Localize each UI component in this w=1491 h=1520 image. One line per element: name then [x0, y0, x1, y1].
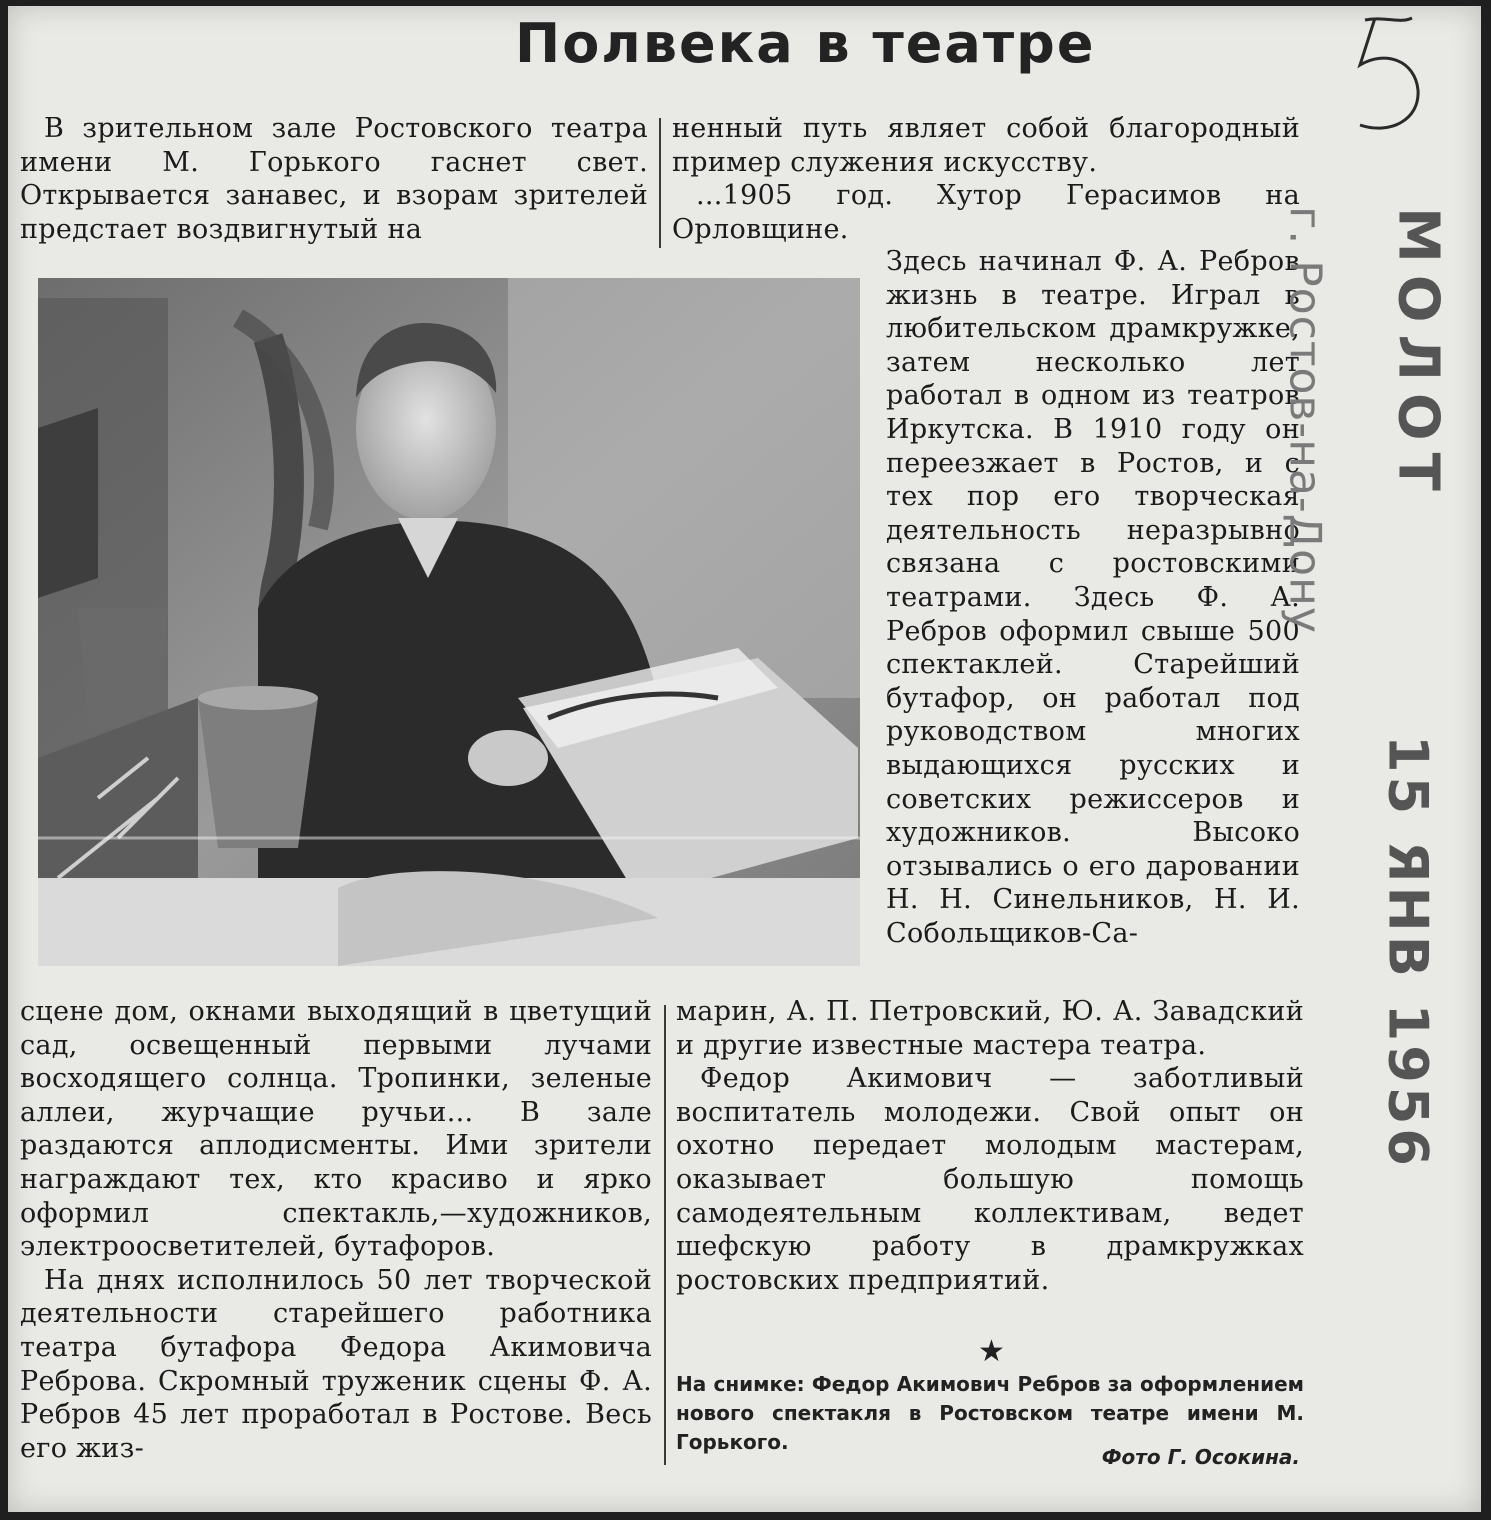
star-icon: ★: [978, 1334, 1005, 1369]
stamp-city: г. Ростов-на-Дону: [1279, 206, 1331, 634]
article-title: Полвека в театре: [515, 12, 1096, 75]
column-divider-bottom: [664, 1005, 666, 1465]
portrait-illustration: [38, 278, 860, 966]
column-2-top: [672, 112, 1300, 246]
paragraph-1905: ...1905 год. Хутор Герасимов на Орловщине.: [672, 180, 1300, 245]
paragraph-biography: Здесь начинал Ф. А. Ребров жизнь в театре. Играл в любительском драмкружке, затем несколько лет работал в одном из театров Иркутска. В 1910 году он переезжает в Ростов, и с тех пор его творческая деятельность неразрывно связана с ростовскими театрами. Здесь Ф. А. Ребров оформил свыше 500 спектаклей. Старейший бутафор, он работал под руководством многих выдающихся русских и советских режиссеров и художников. Высоко отзывались о его даровании Н. Н. Синельников, Н. И. Собольщиков-Са-: [886, 246, 1300, 949]
paragraph-continuation: ненный путь являет собой благородный пример служения искусству.: [672, 113, 1300, 178]
photo-credit: Фото Г. Осокина.: [1101, 1445, 1300, 1469]
photo-caption: На снимке: Федор Акимович Ребров за оформлением нового спектакля в Ростовском театре имени М. Горького.: [676, 1372, 1304, 1454]
paragraph-stage: сцене дом, окнами выходящий в цветущий сад, освещенный первыми лучами восходящего солнца. Тропинки, зеленые аллеи, журчащие ручьи... В зале раздаются аплодисменты. Ими зрители награждают тех, кто красиво и ярко оформил спектакль,—художников, электроосветителей, бутафоров.: [20, 996, 652, 1263]
article-photo: [38, 278, 860, 966]
stamp-date: 15 ЯНВ 1956: [1376, 735, 1440, 1170]
column-1-bottom: [20, 995, 652, 1465]
column-2-side: [886, 245, 1300, 950]
column-1-top: [20, 112, 648, 246]
stamp-newspaper: МОЛОТ: [1385, 207, 1451, 503]
paragraph-masters: марин, А. П. Петровский, Ю. А. Завадский и другие известные мастера театра.: [676, 996, 1304, 1061]
paragraph-anniversary: На днях исполнилось 50 лет творческой деятельности старейшего работника театра бутафора Федора Акимовича Реброва. Скромный труженик сцены Ф. А. Ребров 45 лет проработал в Ростове. Весь его жиз-: [20, 1264, 652, 1464]
column-2-bottom: [676, 995, 1304, 1297]
paragraph-mentor: Федор Акимович — заботливый воспитатель молодежи. Свой опыт он охотно передает молодым мастерам, оказывает большую помощь самодеятельным коллективам, ведет шефскую работу в драмкружках ростовских предприятий.: [676, 1063, 1304, 1296]
column-divider-top: [659, 118, 661, 248]
paragraph-intro: В зрительном зале Ростовского театра имени М. Горького гаснет свет. Открывается занавес, и взорам зрителей предстает воздвигнутый на: [20, 113, 648, 245]
handwritten-mark-5: [1330, 10, 1440, 140]
